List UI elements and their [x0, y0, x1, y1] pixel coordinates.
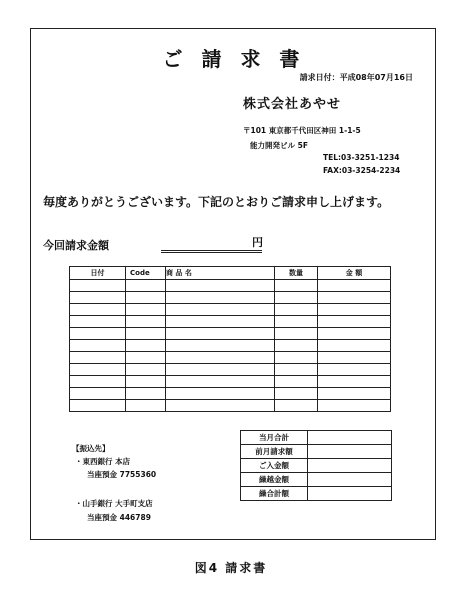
table-cell	[70, 400, 126, 412]
table-cell	[70, 364, 126, 376]
amount-underline	[161, 250, 262, 253]
table-cell	[126, 292, 166, 304]
total-label-grand: 繰合計額	[241, 487, 308, 501]
figure-caption: 図4 請求書	[194, 561, 268, 575]
table-cell	[166, 400, 275, 412]
table-cell	[70, 304, 126, 316]
table-row	[70, 292, 391, 304]
column-header-date: 日付	[70, 267, 126, 280]
table-row	[70, 364, 391, 376]
table-cell	[275, 388, 318, 400]
table-cell	[70, 340, 126, 352]
column-header-quantity: 数量	[275, 267, 318, 280]
total-value-cell	[308, 445, 392, 459]
table-cell	[126, 280, 166, 292]
totals-row	[241, 445, 392, 459]
column-header-product: 商 品 名	[166, 267, 275, 280]
table-cell	[70, 316, 126, 328]
table-cell	[126, 376, 166, 388]
table-cell	[166, 316, 275, 328]
totals-row	[241, 487, 392, 501]
total-label-this-month: 当月合計	[241, 431, 308, 445]
total-label-carryover: 繰越金額	[241, 473, 308, 487]
items-table	[69, 266, 391, 412]
table-cell	[166, 304, 275, 316]
table-row	[70, 352, 391, 364]
invoice-date: 請求日付：平成08年07月16日	[299, 73, 413, 82]
table-cell	[318, 316, 391, 328]
total-value-cell	[308, 459, 392, 473]
table-cell	[70, 376, 126, 388]
table-cell	[318, 280, 391, 292]
table-cell	[166, 376, 275, 388]
totals-row	[241, 459, 392, 473]
table-cell	[318, 400, 391, 412]
invoice-title: ご 請 求 書	[162, 47, 306, 71]
table-cell	[70, 388, 126, 400]
table-cell	[275, 292, 318, 304]
table-cell	[70, 328, 126, 340]
table-cell	[166, 352, 275, 364]
totals-row	[241, 473, 392, 487]
total-value-cell	[308, 473, 392, 487]
table-cell	[70, 292, 126, 304]
table-cell	[126, 304, 166, 316]
bank-2-name: ・山手銀行 大手町支店	[75, 499, 153, 508]
bank-2-account: 当座預金 446789	[87, 513, 151, 522]
table-cell	[318, 328, 391, 340]
table-row	[70, 340, 391, 352]
table-cell	[126, 328, 166, 340]
column-header-code: Code	[126, 267, 166, 280]
table-cell	[126, 364, 166, 376]
amount-label: 今回請求金額	[43, 239, 109, 252]
table-cell	[166, 292, 275, 304]
table-cell	[318, 376, 391, 388]
table-header-row	[70, 267, 391, 280]
table-cell	[318, 388, 391, 400]
bank-1-name: ・東西銀行 本店	[75, 457, 131, 466]
address-line-1: 〒101 東京都千代田区神田 1-1-5	[243, 126, 361, 135]
table-row	[70, 388, 391, 400]
table-cell	[275, 364, 318, 376]
table-cell	[126, 340, 166, 352]
table-cell	[318, 340, 391, 352]
table-row	[70, 316, 391, 328]
table-row	[70, 400, 391, 412]
company-name: 株式会社あやせ	[243, 97, 342, 112]
table-cell	[275, 316, 318, 328]
totals-table	[240, 430, 392, 501]
table-cell	[70, 352, 126, 364]
table-cell	[275, 304, 318, 316]
yen-label: 円	[252, 236, 263, 249]
table-cell	[275, 400, 318, 412]
table-cell	[166, 364, 275, 376]
bank-heading: 【振込先】	[72, 444, 110, 453]
table-cell	[166, 280, 275, 292]
table-cell	[126, 352, 166, 364]
totals-row	[241, 431, 392, 445]
table-row	[70, 328, 391, 340]
total-label-received: ご入金額	[241, 459, 308, 473]
table-cell	[126, 316, 166, 328]
table-cell	[275, 376, 318, 388]
table-cell	[166, 340, 275, 352]
address-line-2: 能力開発ビル 5F	[250, 141, 308, 150]
table-cell	[166, 388, 275, 400]
greeting-message: 毎度ありがとうございます。下記のとおりご請求申し上げます。	[43, 195, 390, 209]
table-cell	[275, 340, 318, 352]
table-cell	[318, 352, 391, 364]
invoice-sheet	[30, 28, 436, 540]
table-cell	[126, 400, 166, 412]
table-cell	[318, 364, 391, 376]
table-cell	[275, 328, 318, 340]
total-value-cell	[308, 487, 392, 501]
table-cell	[318, 292, 391, 304]
table-row	[70, 376, 391, 388]
table-row	[70, 280, 391, 292]
table-row	[70, 304, 391, 316]
table-cell	[166, 328, 275, 340]
fax-number: FAX:03-3254-2234	[323, 166, 401, 175]
table-cell	[275, 352, 318, 364]
total-value-cell	[308, 431, 392, 445]
total-label-previous: 前月請求額	[241, 445, 308, 459]
phone-number: TEL:03-3251-1234	[323, 153, 400, 162]
table-cell	[275, 280, 318, 292]
table-cell	[70, 280, 126, 292]
column-header-amount: 金 額	[318, 267, 391, 280]
bank-1-account: 当座預金 7755360	[87, 470, 157, 479]
table-cell	[126, 388, 166, 400]
table-cell	[318, 304, 391, 316]
